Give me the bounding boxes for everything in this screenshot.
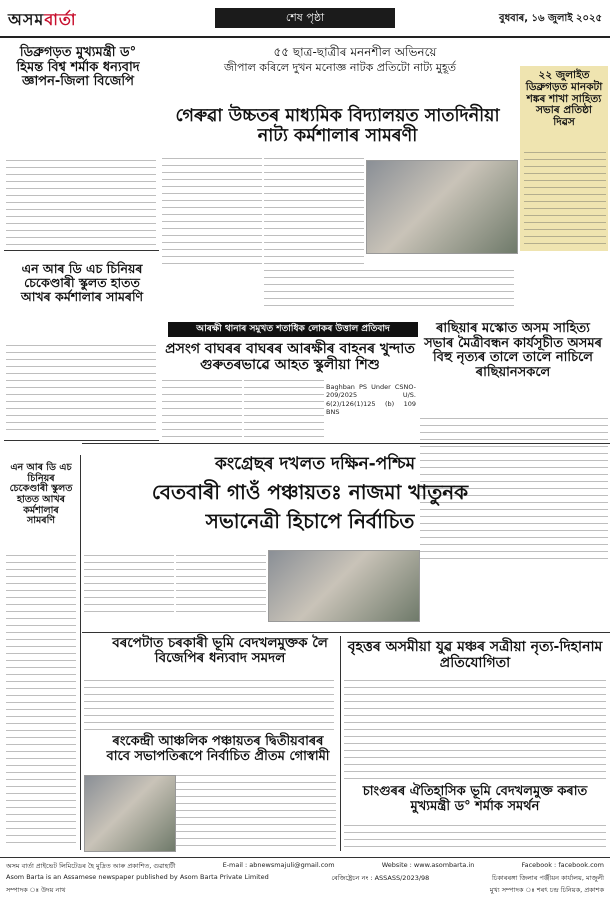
- footer-facebook: Facebook : facebook.com: [521, 861, 604, 869]
- pritam-photo: [84, 775, 176, 852]
- top-article-body-1: [162, 158, 262, 268]
- divider: [82, 443, 610, 444]
- divider: [82, 632, 610, 633]
- left-article-1-body: [6, 160, 156, 245]
- congress-headline-2: বেতবাৰী গাওঁ পঞ্চায়তঃ নাজমা খাতুনক: [151, 480, 469, 504]
- footer-office: চিকাৰৰঙ্গা জিলাৰ পঞ্জীয়ন কাৰ্যালয়, মাজুলী: [492, 874, 604, 882]
- footer-website: Website : www.asombarta.in: [381, 861, 475, 869]
- congress-headline-1: কংগ্ৰেছৰ দখলত দক্ষিন-পশ্চিম: [214, 454, 416, 474]
- rangkendri-headline: ৰংকেন্দ্ৰী আঞ্চলিক পঞ্চায়তৰ দ্বিতীয়বাৰৰ বাবে সভাপতিৰূপে নিৰ্বাচিত প্ৰীতম গোস্বামী: [106, 734, 330, 764]
- top-article-body-3: [264, 270, 514, 310]
- barpeta-headline: বৰপেটাত চৰকাৰী ভূমি বেদখলমুক্তক লৈ বিজেপিৰ ধন্যবাদ সমদল: [112, 635, 328, 667]
- workshop-photo: [366, 160, 518, 254]
- congress-body-1: [84, 555, 174, 615]
- section-label: শেষ পৃষ্ঠা: [215, 8, 395, 28]
- newspaper-logo: অসমবাৰ্তা: [8, 10, 77, 29]
- footer-line-1: [0, 861, 610, 872]
- satriya-body: [344, 680, 606, 780]
- footer-line-2: [0, 873, 610, 884]
- top-article-body-2: [264, 158, 364, 268]
- congress-body-2: [176, 555, 266, 615]
- footer-publisher: অসম বাৰ্তা প্ৰাইভেট লিমিটেডৰ হৈ মুদ্ৰিত আৰু প্ৰকাশিত, গুৱাহাটী: [6, 862, 176, 870]
- top-kicker-1: ৫৫ ছাত্ৰ-ছাত্ৰীৰ মননশীল অভিনয়ে: [273, 45, 437, 59]
- left-article-3-body: [6, 555, 76, 845]
- right-headline-2: ৰাছিয়াৰ মস্কোত অসম সাহিত্য সভাৰ মৈত্ৰীবন্ধন কাৰ্যসূচীত অসমৰ বিহু নৃত্যৰ তালে তালে নাচিলে ৰাছিয়ানসকলে: [424, 321, 602, 380]
- footer-english-note: Asom Barta is an Assamese newspaper published by Asom Barta Private Limited: [6, 873, 269, 881]
- changur-headline: চাংগুৰৰ ঐতিহাসিক ভূমি বেদখলমুক্ত কৰাত মুখ্যমন্ত্ৰী ড° শৰ্মাক সমৰ্থন: [362, 784, 588, 814]
- rangkendri-body: [176, 775, 336, 850]
- left-article-2-body: [6, 345, 156, 435]
- congress-photo: [268, 550, 420, 622]
- right-headline-1: ২২ জুলাইত ডিব্ৰুগড়ত মানকটা শঙ্কৰ শাখা সাহিত্য সভাৰ প্ৰতিষ্ঠা দিৱস: [525, 69, 603, 128]
- divider: [4, 250, 159, 251]
- footer-email: E-mail : abnewsmajuli@gmail.com: [222, 861, 335, 869]
- child-injured-body-2: [244, 380, 324, 440]
- column-divider: [80, 455, 81, 850]
- changur-body: [344, 825, 606, 853]
- footer-line-3: [0, 885, 610, 896]
- child-injured-body-1: [162, 380, 242, 440]
- left-headline-1: ডিব্ৰুগড়ত মুখ্যমন্ত্ৰী ড° হিমন্ত বিশ্ব শৰ্মাক ধন্যবাদ জ্ঞাপন-জিলা বিজেপি: [16, 45, 140, 90]
- footer-chief-editor: মুখ্য সম্পাদক ঃ শৰৎ চন্দ্ৰ চিনিয়ক, প্ৰকাশক: [489, 886, 604, 894]
- right-article-1-body: [524, 152, 606, 247]
- issue-date: বুধবাৰ, ১৬ জুলাই ২০২৫: [499, 13, 602, 24]
- barpeta-body: [84, 680, 334, 730]
- left-headline-2: এন আৰ ডি এচ চিনিয়ৰ চেকেণ্ডাৰী স্কুলত হাতত আখৰ কৰ্মশালাৰ সামৰণি: [20, 261, 144, 304]
- left-headline-3: এন আৰ ডি এচ চিনিয়ৰ চেকেণ্ডাৰী স্কুলত হাতত আখৰ কৰ্মশালাৰ সামৰণি: [9, 462, 73, 527]
- top-kicker-2: জীপাল কৰিলে দুখন মনোজ্ঞ নাটক প্ৰতিটো নাট্য মুহূৰ্ত: [223, 61, 457, 74]
- congress-headline-3: সভানেত্ৰী হিচাপে নিৰ্বাচিত: [205, 509, 415, 533]
- case-number: Baghban PS Under CSNO-209/2025 U/S. 6(2)/126(1)125 (b) 109 BNS: [326, 383, 416, 417]
- satriya-headline: বৃহত্তৰ অসমীয়া যুৱ মঞ্চৰ সত্ৰীয়া নৃত্য-দিহানাম প্ৰতিযোগিতা: [347, 639, 603, 671]
- child-injured-headline: প্ৰসংগ বাঘৰৰ বাঘৰৰ আৰক্ষীৰ বাহনৰ খুন্দাত গুৰুতৰভাৱে আহত স্কুলীয়া শিশু: [165, 341, 415, 373]
- protest-kicker-bar: আৰক্ষী থানাৰ সমুখত শতাধিক লোকৰ উত্তাল প্ৰতিবাদ: [168, 322, 418, 337]
- footer-registration: ৰেজিষ্ট্ৰেচন নং : ASSASS/2023/98: [331, 874, 430, 882]
- column-divider: [340, 636, 341, 851]
- footer-rule: [0, 857, 610, 858]
- masthead: [0, 0, 610, 38]
- footer-editor: সম্পাদক ঃ উদয় নাথ: [6, 886, 66, 894]
- divider: [4, 440, 159, 441]
- top-headline: গেৰুৱা উচ্চতৰ মাধ্যমিক বিদ্যালয়ত সাতদিনীয়া নাট্য কৰ্মশালাৰ সামৰণী: [175, 106, 500, 147]
